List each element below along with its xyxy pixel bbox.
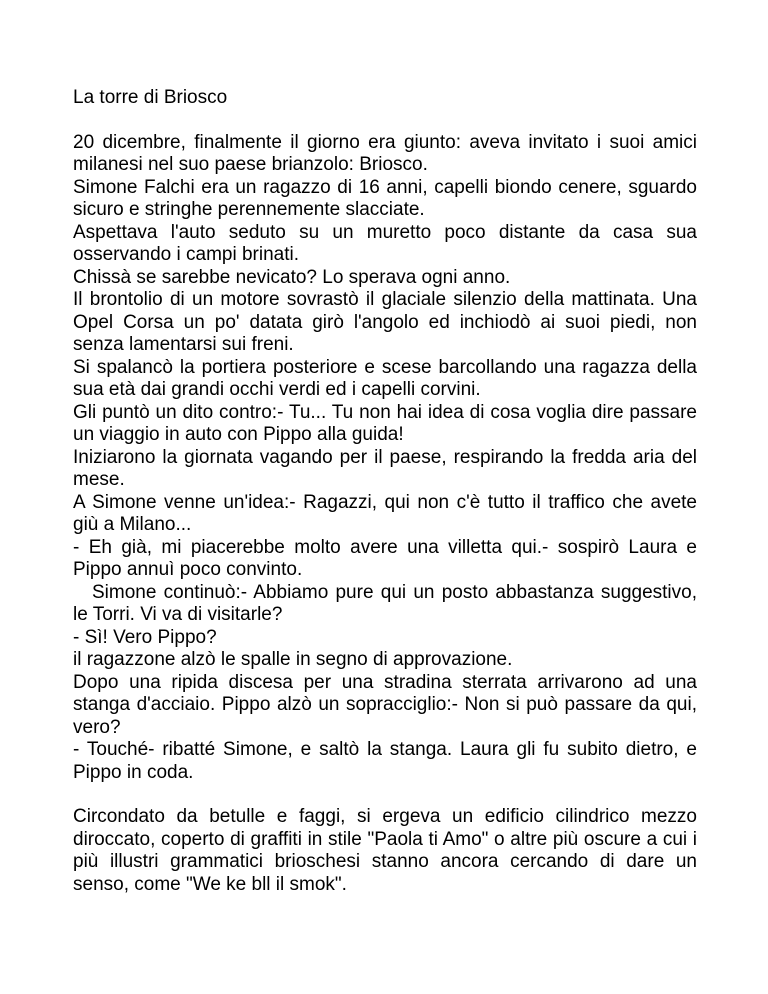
- paragraph: - Eh già, mi piacerebbe molto avere una villetta qui.- sospirò Laura e Pippo annuì poco convinto.: [73, 536, 697, 580]
- paragraph: Simone continuò:- Abbiamo pure qui un posto abbastanza suggestivo, le Torri. Vi va di visitarle?: [73, 581, 697, 625]
- paragraph: Dopo una ripida discesa per una stradina sterrata arrivarono ad una stanga d'acciaio. Pippo alzò un sopracciglio:- Non si può passare da qui, vero?: [73, 671, 697, 738]
- paragraph: Simone Falchi era un ragazzo di 16 anni, capelli biondo cenere, sguardo sicuro e stringhe perennemente slacciate.: [73, 176, 697, 220]
- paragraph: - Touché- ribatté Simone, e saltò la stanga. Laura gli fu subito dietro, e Pippo in coda.: [73, 739, 697, 783]
- paragraph: - Sì! Vero Pippo?: [73, 626, 217, 648]
- paragraph: Gli puntò un dito contro:- Tu... Tu non hai idea di cosa voglia dire passare un viaggio in auto con Pippo alla guida!: [73, 401, 697, 445]
- paragraph: Si spalancò la portiera posteriore e scese barcollando una ragazza della sua età dai grandi occhi verdi ed i capelli corvini.: [73, 356, 697, 400]
- closing-paragraph: Circondato da betulle e faggi, si ergeva un edificio cilindrico mezzo diroccato, coperto di graffiti in stile "Paola ti Amo" o altre più oscure a cui i più illustri grammatici brioschesi stanno ancora cercando di dare un senso, come "We ke bll il smok".: [73, 806, 697, 895]
- paragraph: il ragazzone alzò le spalle in segno di approvazione.: [73, 649, 513, 670]
- paragraph: Iniziarono la giornata vagando per il paese, respirando la fredda aria del mese.: [73, 446, 697, 490]
- paragraph: Aspettava l'auto seduto su un muretto poco distante da casa sua osservando i campi brinati.: [73, 221, 697, 265]
- document-title: La torre di Briosco: [73, 87, 228, 108]
- paragraph-spacer: [73, 784, 697, 806]
- paragraph: 20 dicembre, finalmente il giorno era giunto: aveva invitato i suoi amici milanesi nel suo paese brianzolo: Briosco.: [73, 131, 697, 175]
- paragraph: Il brontolio di un motore sovrastò il glaciale silenzio della mattinata. Una Opel Corsa un po' datata girò l'angolo ed inchiodò ai suoi piedi, non senza lamentarsi sui freni.: [73, 289, 697, 355]
- paragraph: A Simone venne un'idea:- Ragazzi, qui non c'è tutto il traffico che avete giù a Milano...: [73, 491, 697, 535]
- paragraph: Chissà se sarebbe nevicato? Lo sperava ogni anno.: [73, 266, 511, 288]
- document-page: [73, 87, 697, 896]
